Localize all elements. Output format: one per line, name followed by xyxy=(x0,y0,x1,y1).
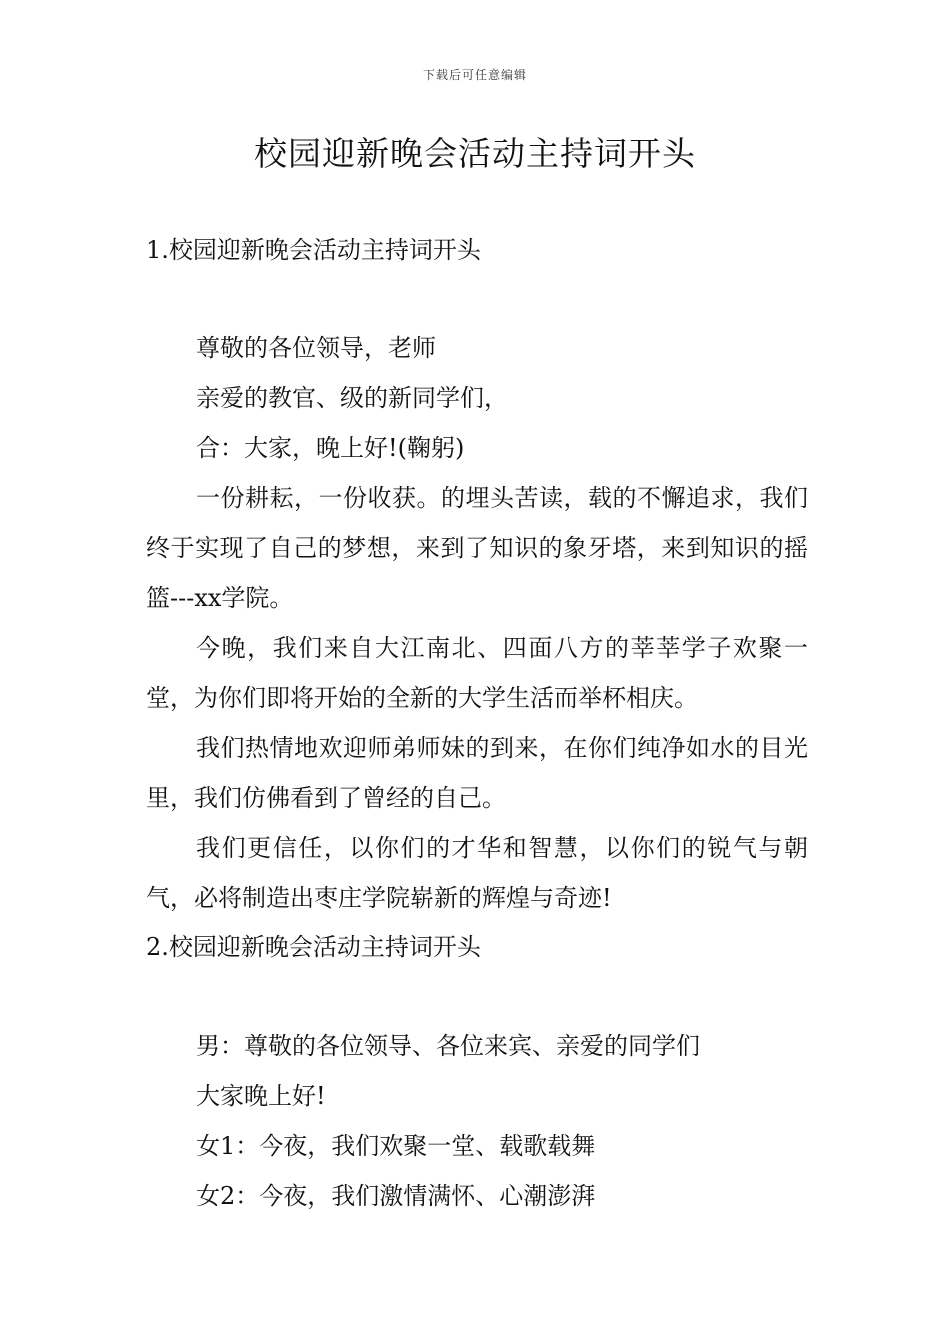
section-1-paragraph-4: 我们更信任，以你们的才华和智慧，以你们的锐气与朝气，必将制造出枣庄学院崭新的辉煌与奇迹! xyxy=(146,834,808,912)
section-1-line-2: 亲爱的教官、级的新同学们， xyxy=(196,384,508,412)
section-2-line-1: 男：尊敬的各位领导、各位来宾、亲爱的同学们 xyxy=(196,1032,700,1060)
section-1-line-3: 合：大家，晚上好!(鞠躬) xyxy=(196,434,465,462)
section-2-line-3: 女1：今夜，我们欢聚一堂、载歌载舞 xyxy=(196,1132,596,1160)
section-1-paragraph-2: 今晚，我们来自大江南北、四面八方的莘莘学子欢聚一堂，为你们即将开始的全新的大学生活而举杯相庆。 xyxy=(146,634,808,712)
section-1-heading: 1.校园迎新晚会活动主持词开头 xyxy=(146,236,481,264)
section-2-line-4: 女2：今夜，我们激情满怀、心潮澎湃 xyxy=(196,1182,596,1210)
section-2-heading: 2.校园迎新晚会活动主持词开头 xyxy=(146,933,481,961)
section-1-paragraph-3: 我们热情地欢迎师弟师妹的到来，在你们纯净如水的目光里，我们仿佛看到了曾经的自己。 xyxy=(146,734,808,812)
section-1-paragraph-1: 一份耕耘，一份收获。的埋头苦读，载的不懈追求，我们终于实现了自己的梦想，来到了知识的象牙塔，来到知识的摇篮---xx学院。 xyxy=(146,484,808,612)
document-title: 校园迎新晚会活动主持词开头 xyxy=(254,134,696,173)
section-2-line-2: 大家晚上好! xyxy=(196,1082,326,1110)
header-note: 下载后可任意编辑 xyxy=(422,68,527,82)
section-1-line-1: 尊敬的各位领导，老师 xyxy=(196,334,436,362)
